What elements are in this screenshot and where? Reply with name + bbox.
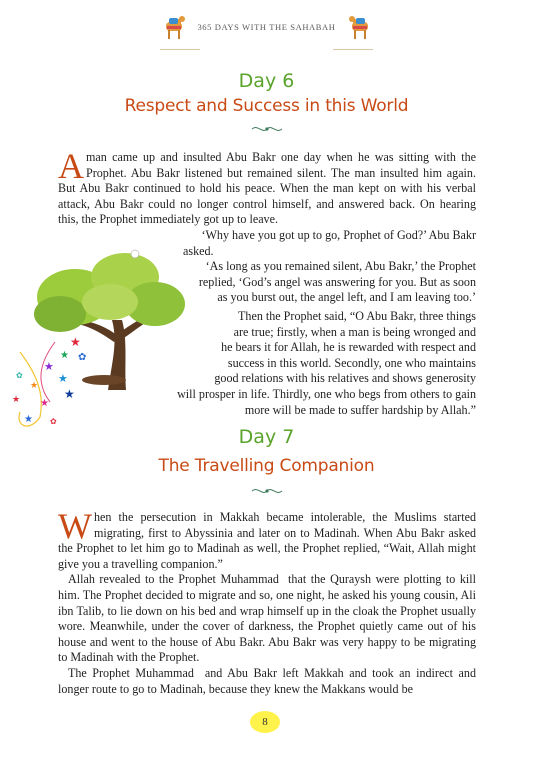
day6-line: good relations with his relatives and shows generosity (214, 371, 476, 386)
day6-line: as you burst out, the angel left, and I am leaving too.’ (217, 290, 476, 305)
day6-intro (58, 146, 476, 228)
day7-paragraph-3: The Prophet Muhammad and Abu Bakr left Makkah and took an indirect and longer route to go to Madinah, because they knew the Makkans would be (58, 665, 476, 696)
day6-line: are true; firstly, when a man is being wronged and (233, 324, 476, 339)
day6-label: Day 6 (238, 70, 295, 92)
day6-line: asked. (183, 243, 214, 258)
svg-text:★: ★ (44, 361, 54, 373)
camel-right-icon (342, 14, 376, 42)
svg-text:★: ★ (60, 350, 69, 361)
header-rule-right (333, 49, 373, 50)
day6-line: ‘As long as you remained silent, Abu Bakr,’ the Prophet (205, 259, 476, 274)
day6-line: success in this world. Secondly, one who maintains (227, 355, 476, 370)
day6-dropcap: A (58, 146, 84, 186)
svg-text:★: ★ (24, 414, 33, 425)
day7-paragraph-2: Allah revealed to the Prophet Muhammad that the Quraysh were plotting to kill him. The Prophet decided to migrate and so, one night, he asked his young cousin, Ali ibn Talib, to lie down on his bed and wrap himself up in the cloak the Prophet usually wore. Meanwhile, under the cover of darkness, the Prophet quietly came out of his house and went to the house of Abu Bakr. Abu Bakr was very happy to be migrating to Madinah with the Prophet. (58, 572, 476, 665)
day6-line: more will be made to suffer hardship by Allah.” (244, 402, 476, 417)
day7-label: Day 7 (238, 426, 295, 448)
day7-body (58, 506, 476, 697)
svg-text:★: ★ (12, 394, 21, 404)
day7-dropcap: W (58, 506, 92, 546)
day6-line: ‘Why have you got up to go, Prophet of God?’ Abu Bakr (201, 228, 476, 242)
day7-title: The Travelling Companion (158, 456, 375, 476)
day6-title: Respect and Success in this World (124, 96, 409, 116)
day7-intro-text: hen the persecution in Makkah became intolerable, the Muslims started migrating, first to Abyssinia and later on to Madinah. When Abu Bakr asked the Prophet to let him go to Madinah as well, the Prophet replied, “Wait, Allah might give you a travelling companion.” (58, 510, 476, 571)
svg-text:★: ★ (70, 335, 81, 349)
svg-text:✿: ✿ (16, 371, 23, 380)
tree-illustration (0, 242, 230, 442)
day6-line: replied, ‘God’s angel was answering for you. But as soon (198, 274, 476, 289)
svg-text:✿: ✿ (78, 352, 87, 363)
page-number: 8 (250, 711, 280, 733)
day6-line: will prosper in life. Thirdly, one who begs from others to gain (177, 386, 476, 401)
running-header (0, 14, 533, 44)
header-title: 365 DAYS WITH THE SAHABAH (197, 22, 336, 32)
flourish-ornament-icon (250, 486, 284, 496)
day6-intro-text: man came up and insulted Abu Bakr one day when he was sitting with the Prophet. Abu Bakr listened but remained silent. The man insulted him again. But Abu Bakr continued to hold his peace. When the man kept on with his verbal attack, Abu Bakr could no longer control himself, and answered back. On hearing this, the Prophet immediately got up to leave. (58, 150, 476, 227)
svg-text:★: ★ (40, 398, 49, 409)
svg-text:✿: ✿ (50, 417, 57, 426)
flourish-ornament-icon (250, 124, 284, 134)
svg-text:★: ★ (58, 373, 68, 385)
svg-text:★: ★ (30, 380, 39, 390)
day6-line: he bears it for Allah, he is rewarded with respect and (221, 340, 476, 355)
header-rule-left (160, 49, 200, 50)
svg-text:★: ★ (64, 387, 75, 401)
day6-line: Then the Prophet said, “O Abu Bakr, three things (238, 308, 476, 323)
